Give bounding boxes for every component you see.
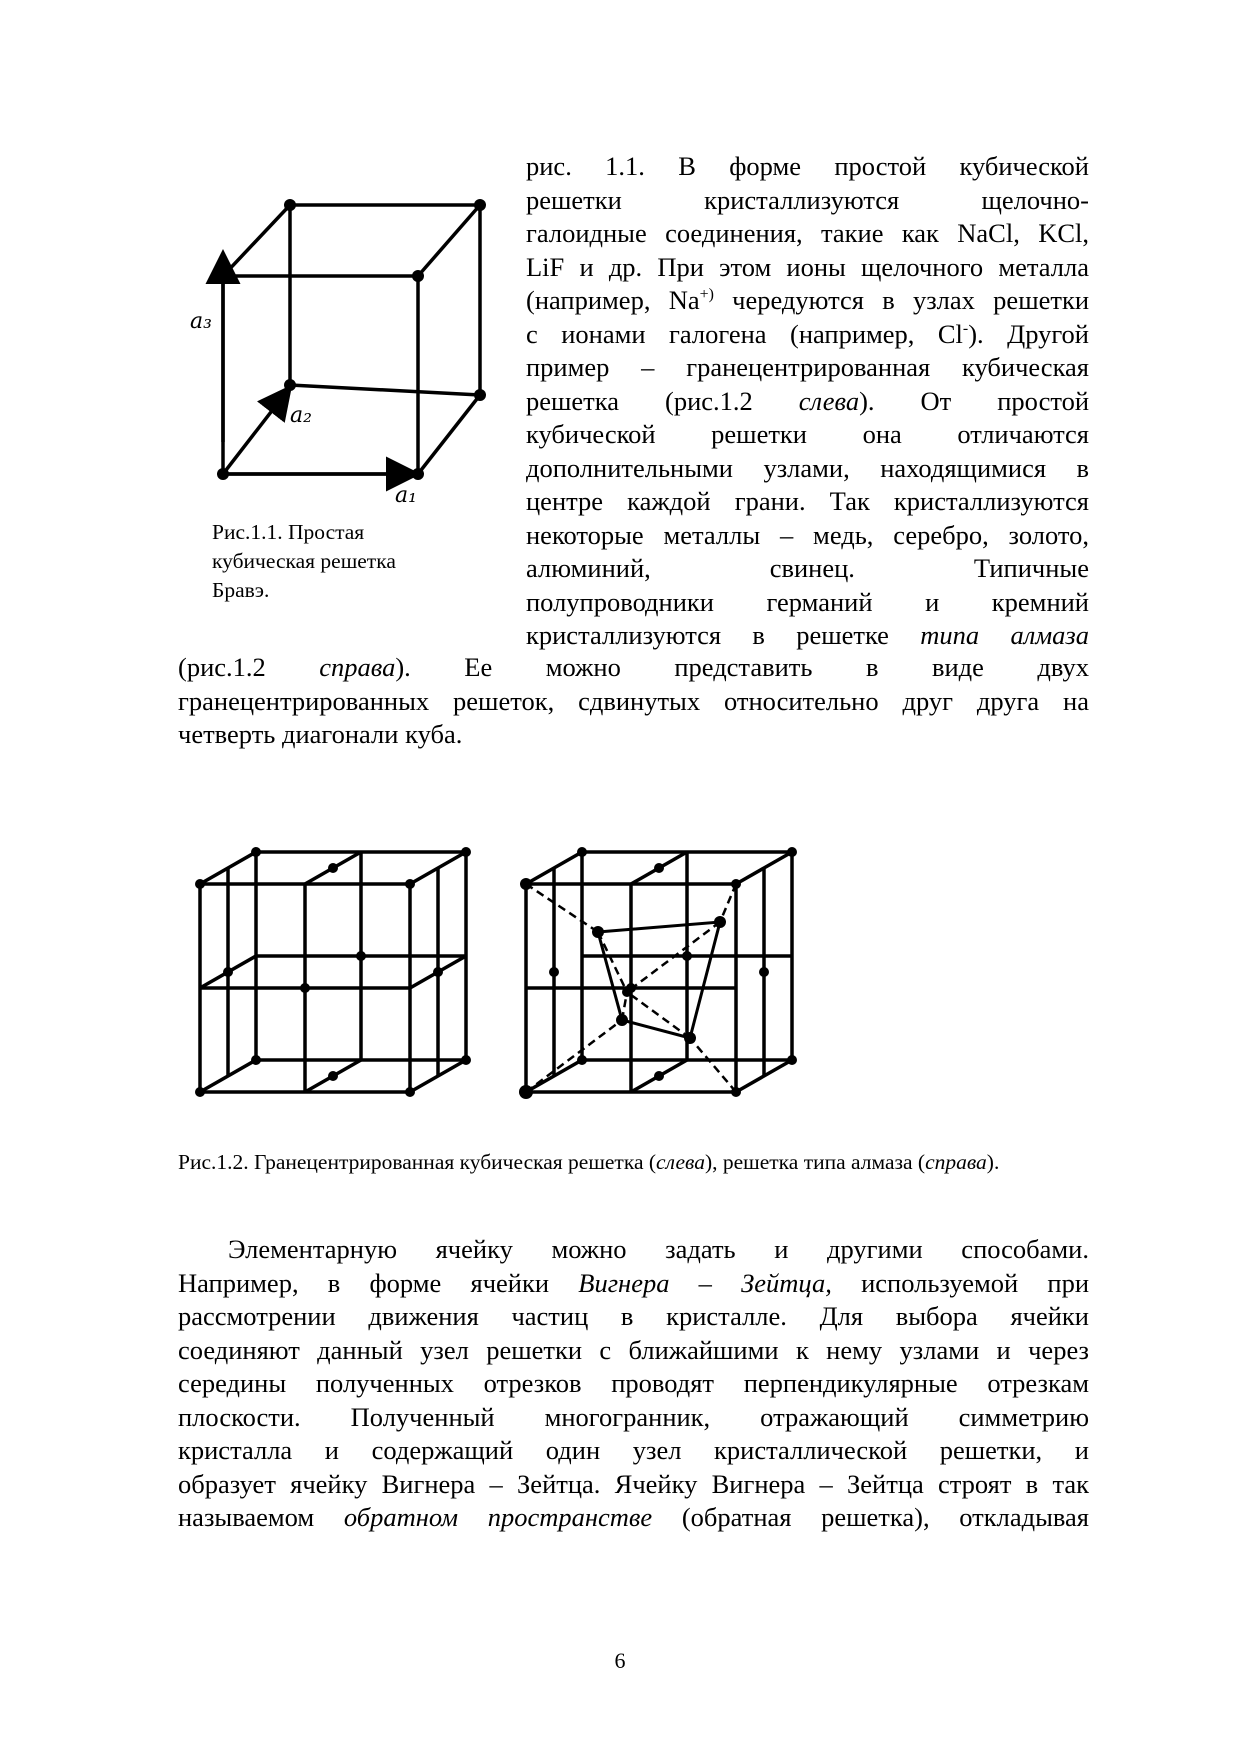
text-line: с ионами галогена (например, Cl-). Другой	[526, 318, 1089, 349]
text-line: (например, Na+) чередуются в узлах решетки	[526, 285, 1089, 315]
text-line: галоидные соединения, такие как NaCl, KCl,	[526, 218, 1089, 248]
text-line: кристаллизуются в решетке типа алмаза	[526, 620, 1090, 650]
text-line: четверть диагонали куба.	[178, 719, 463, 749]
diamond-lattice	[526, 852, 792, 1092]
text-line: алюминий, свинец. Типичные	[526, 553, 1089, 583]
text-line: LiF и др. При этом ионы щелочного металла	[526, 251, 1089, 282]
text-line: пример – гранецентрированная кубическая	[526, 352, 1089, 382]
text-line: образует ячейку Вигнера – Зейтца. Ячейку Вигнера – Зейтца строят в так	[178, 1468, 1089, 1499]
text-line: Элементарную ячейку можно задать и другими способами.	[228, 1234, 1089, 1264]
fcc-lattice	[200, 852, 466, 1092]
text-line: решетки кристаллизуются щелочно-	[526, 184, 1089, 215]
fcc-and-diamond-lattice-figure	[190, 842, 840, 1120]
text-line: называемом обратном пространстве (обратная решетка), откладывая	[178, 1502, 1089, 1532]
simple-cubic-lattice-figure	[190, 180, 490, 510]
text-line: дополнительными узлами, находящимися в	[526, 452, 1089, 483]
a2-label: a₂	[290, 403, 312, 428]
figure-1-caption	[212, 518, 472, 605]
a1-label: a₁	[395, 483, 417, 508]
text-line: полупроводники германий и кремний	[526, 586, 1089, 617]
text-line: некоторые металлы – медь, серебро, золото,	[526, 519, 1089, 550]
text-line: гранецентрированных решеток, сдвинутых относительно друг друга на	[178, 685, 1089, 716]
text-line: (рис.1.2 справа). Ее можно представить в виде двух	[178, 652, 1089, 682]
caption-line: Бравэ.	[212, 578, 270, 602]
figure-2-caption: Рис.1.2. Гранецентрированная кубическая решетка (слева), решетка типа алмаза (справа).	[178, 1150, 1000, 1174]
text-line: плоскости. Полученный многогранник, отражающий симметрию	[178, 1401, 1089, 1432]
intro-paragraph	[526, 150, 1089, 653]
caption-line: кубическая решетка	[212, 549, 396, 573]
a3-label: a₃	[190, 309, 212, 334]
text-line: рассмотрении движения частиц в кристалле. Для выбора ячейки	[178, 1301, 1089, 1331]
continued-paragraph	[178, 651, 1089, 752]
caption-line: Рис.1.1. Простая	[212, 520, 365, 544]
text-line: решетка (рис.1.2 слева). От простой	[526, 385, 1090, 416]
text-line: середины полученных отрезков проводят перпендикулярные отрезкам	[178, 1368, 1089, 1398]
text-line: кубической решетки она отличаются	[526, 419, 1089, 449]
text-line: Например, в форме ячейки Вигнера – Зейтца, используемой при	[178, 1267, 1090, 1298]
text-line: соединяют данный узел решетки с ближайшими к нему узлами и через	[178, 1334, 1089, 1365]
text-line: центре каждой грани. Так кристаллизуются	[526, 486, 1089, 516]
text-line: рис. 1.1. В форме простой кубической	[526, 151, 1089, 181]
page-number: 6	[614, 1648, 626, 1673]
text-line: кристалла и содержащий один узел кристаллической решетки, и	[178, 1435, 1089, 1465]
wigner-seitz-paragraph	[178, 1233, 1089, 1535]
